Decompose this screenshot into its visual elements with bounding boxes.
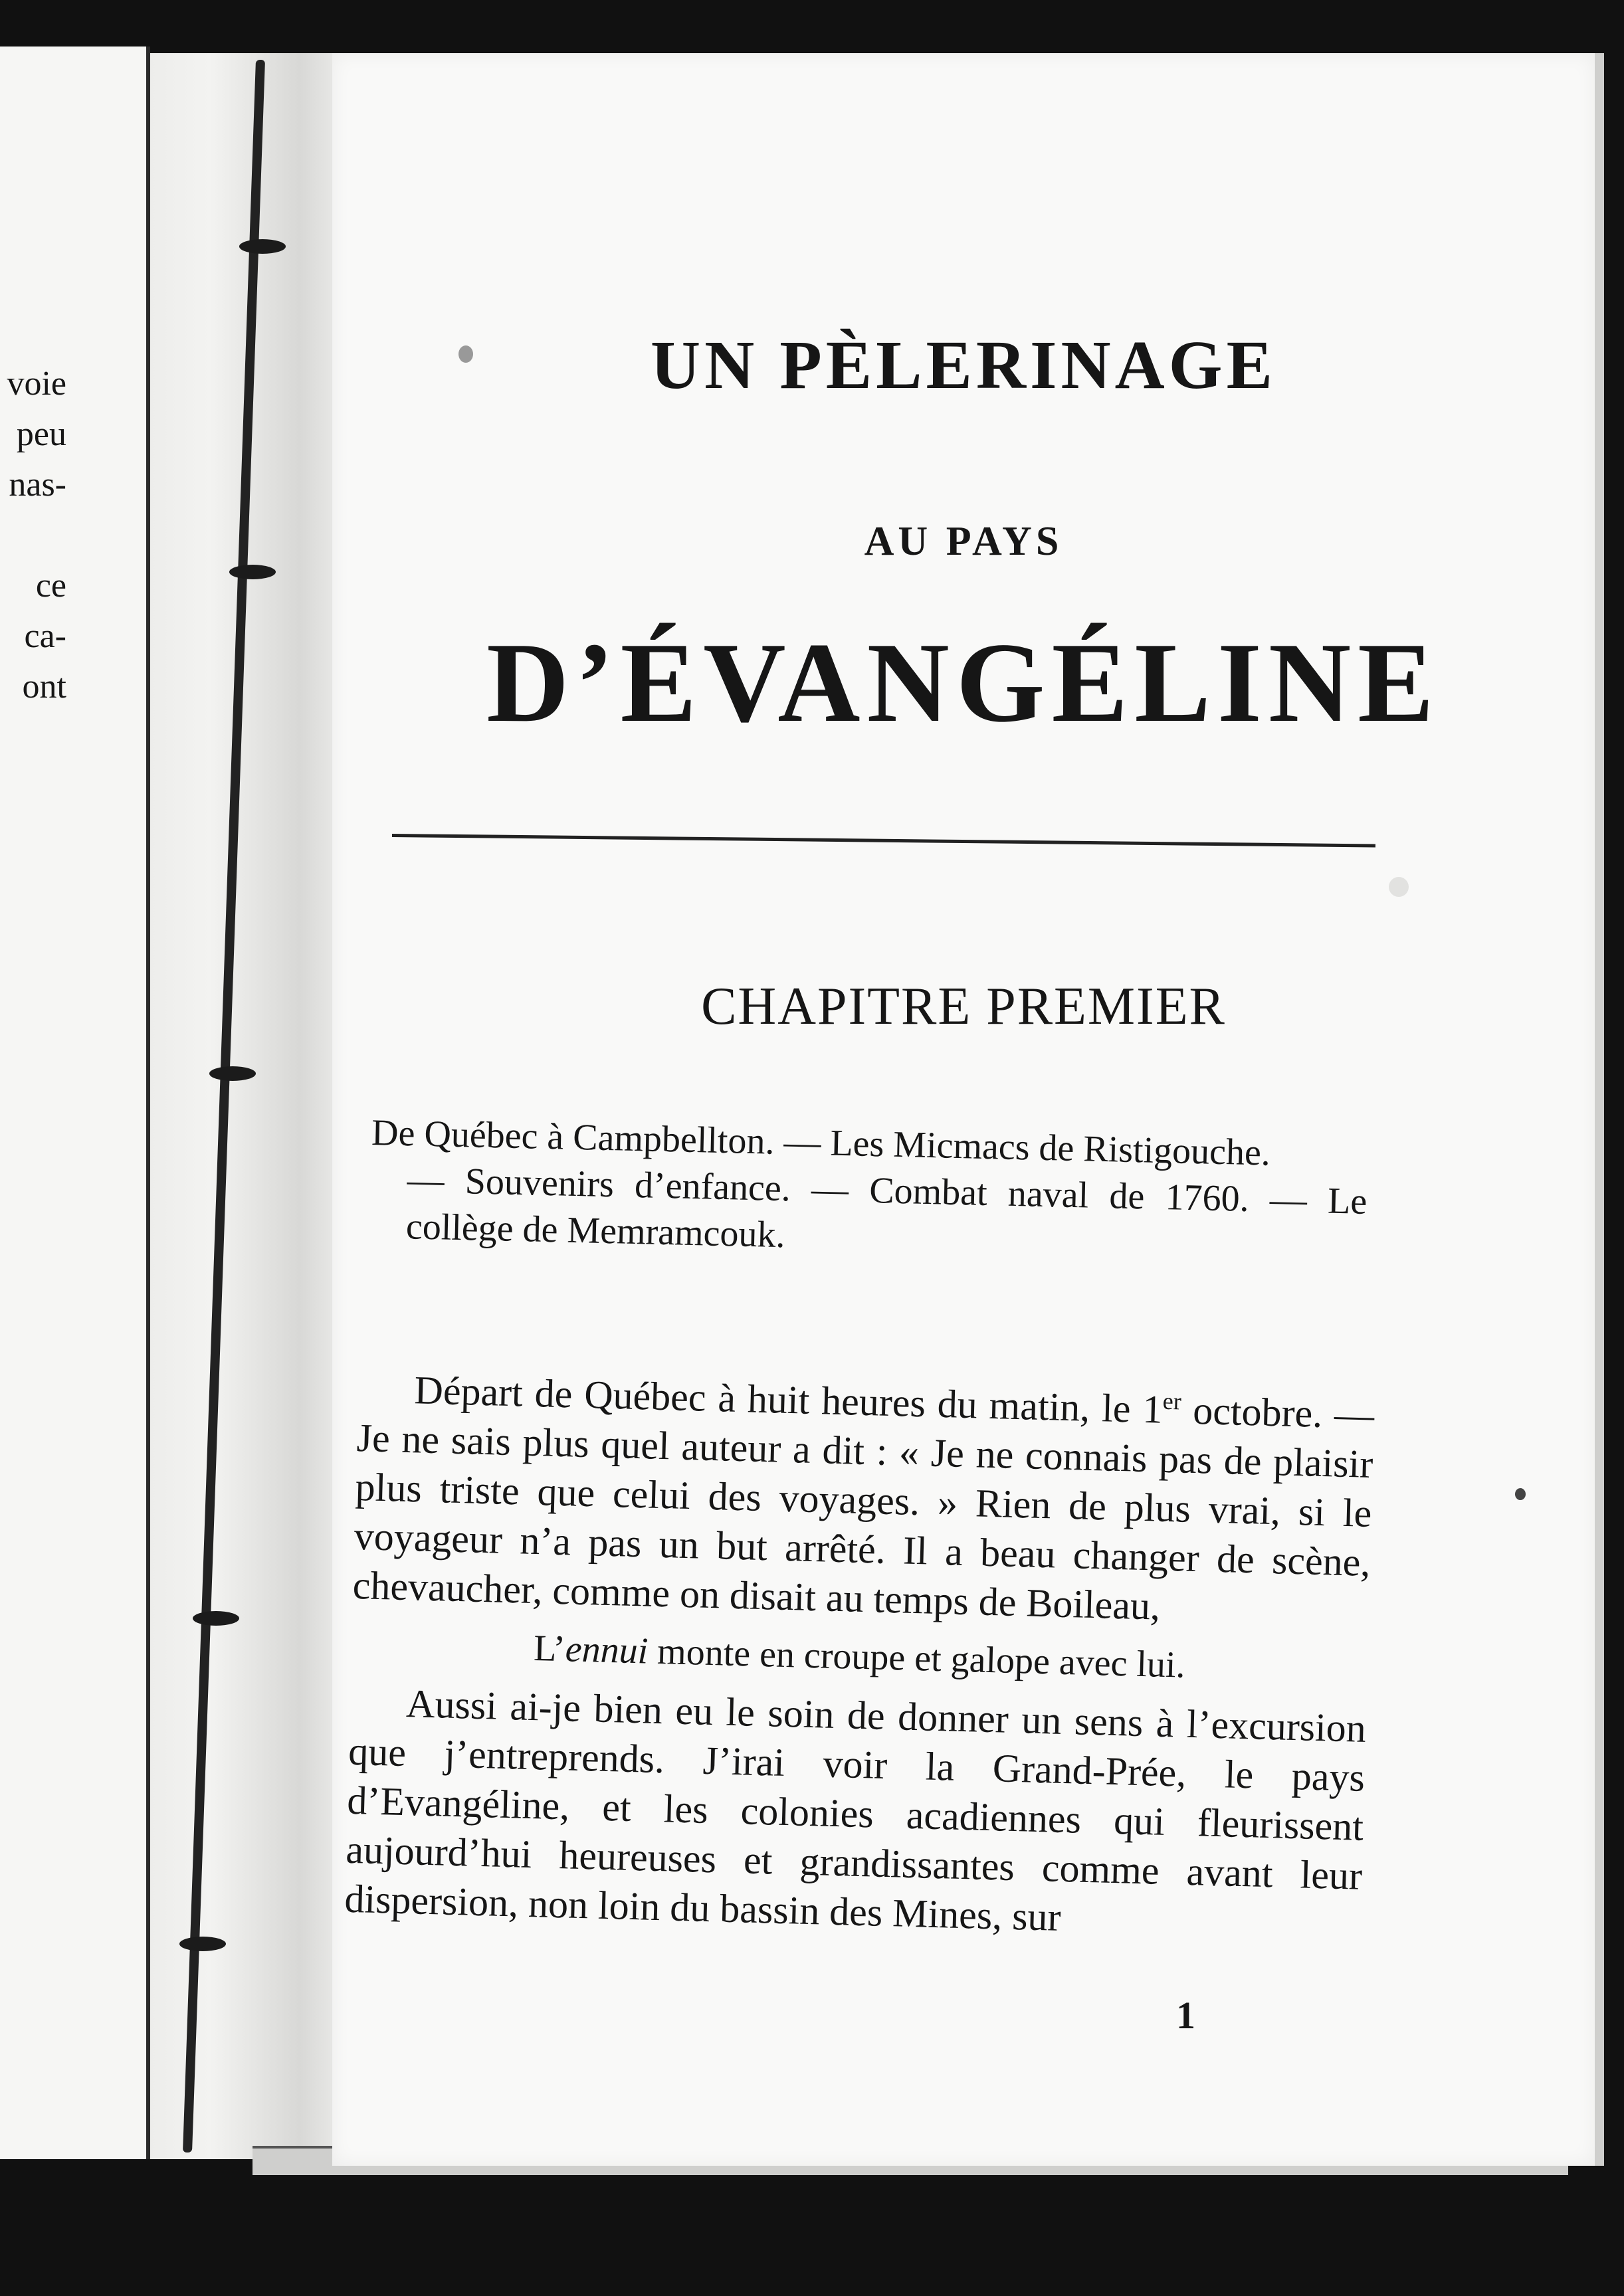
chapter-summary-rest: — Souvenirs d’enfance. — Combat naval de 1760. — Le collège de Memramcouk. [405, 1159, 1368, 1256]
paragraph-1 [352, 1355, 1375, 1636]
previous-page-fragment [0, 47, 150, 2159]
chapter-heading: CHAPITRE PREMIER [701, 977, 1226, 1036]
binding-stitch [229, 565, 276, 579]
quote-after: monte en croupe et galope avec lui. [647, 1630, 1186, 1686]
page-number: 1 [1176, 1994, 1195, 2037]
fragment-gap [0, 510, 66, 561]
fragment-line: ont [22, 668, 66, 706]
fragment-line: nas- [9, 466, 66, 504]
title-line-1: UN PÈLERINAGE [651, 327, 1276, 403]
binding-stitch [193, 1611, 239, 1626]
scan-speck [1515, 1488, 1526, 1500]
title-line-2: AU PAYS [864, 519, 1063, 564]
scan-speck [1389, 877, 1409, 897]
binding-stitch [239, 239, 286, 254]
ordinal-superscript: er [1162, 1387, 1182, 1415]
quote-before: L’ [533, 1628, 566, 1670]
title-line-3: D’ÉVANGÉLINE [486, 620, 1441, 746]
binding-stitch [179, 1937, 226, 1951]
scan-speck [458, 345, 473, 363]
fragment-line: voie [7, 365, 66, 403]
title-rule [392, 834, 1375, 847]
chapter-summary-line-1: De Québec à Campbellton. — Les Micmacs de Ristigouche. [371, 1111, 1271, 1174]
fragment-line: peu [16, 415, 66, 453]
paragraph-1-end: octobre. — Je ne sais plus quel auteur a dit : « Je ne connais pas de plaisir plus triste que celui des voyages. » Rien de plus vrai, si le voyageur n’a pas un but arrêté. Il a beau changer de scène, chevaucher, comme on disait au temps de Boileau, [352, 1388, 1375, 1628]
fragment-line: ce [35, 567, 66, 605]
paragraph-2: Aussi ai-je bien eu le soin de donner un sens à l’excursion que j’entreprends. J’irai voir la Grand-Prée, le pays d’Evangéline, et les colonies acadiennes qui fleurissent aujourd’hui heureuses et grandissantes comme avant leur dispersion, non loin du bassin des Mines, sur [344, 1681, 1367, 1939]
chapter-summary [369, 1109, 1368, 1272]
previous-page-text [0, 359, 66, 712]
chapter-body [344, 1355, 1375, 1950]
fragment-line: ca- [24, 617, 66, 655]
paragraph-1-start: Départ de Québec à huit heures du matin, le 1 [413, 1368, 1164, 1432]
binding-stitch [209, 1066, 256, 1081]
book-page [332, 53, 1604, 2166]
quote-italic: ennui [565, 1628, 649, 1672]
